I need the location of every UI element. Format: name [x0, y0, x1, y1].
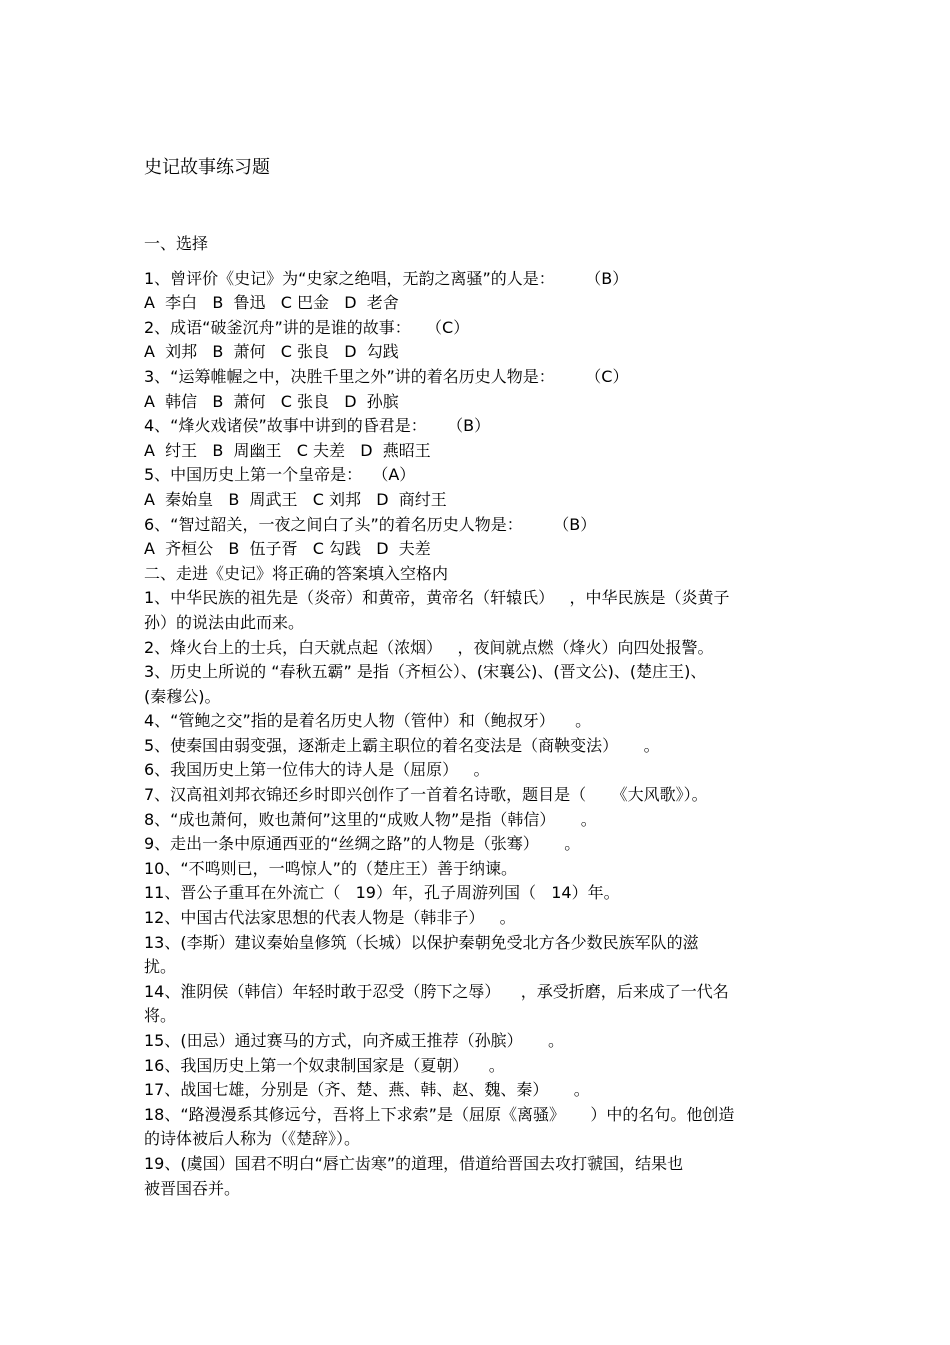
page-title: 史记故事练习题 [144, 157, 270, 178]
text-line: 4、“管鲍之交”指的是着名历史人物（管仲）和（鲍叔牙） 。 [144, 711, 592, 731]
text-line: 8、“成也萧何，败也萧何”这里的“成败人物”是指（韩信） 。 [144, 809, 597, 829]
text-line: 14、淮阴侯（韩信）年轻时敢于忍受（胯下之辱） ，承受折磨，后来成了一代名 [144, 981, 729, 1001]
text-line: 11、晋公子重耳在外流亡（ 19）年，孔子周游列国（ 14）年。 [144, 883, 620, 903]
section-2-heading: 二、走进《史记》将正确的答案填入空格内 [144, 563, 449, 583]
text-line: 5、中国历史上第一个皇帝是： （A） [144, 465, 416, 485]
text-line: 18、“路漫漫系其修远兮，吾将上下求索”是（屈原《离骚》 ）中的名句。他创造 [144, 1104, 735, 1124]
text-line: 1、中华民族的祖先是（炎帝）和黄帝，黄帝名（轩辕氏） ，中华民族是（炎黄子 [144, 588, 730, 608]
text-line: 19、(虞国）国君不明白“唇亡齿寒”的道理，借道给晋国去攻打虢国，结果也 [144, 1153, 684, 1173]
text-line: 9、走出一条中原通西亚的“丝绸之路”的人物是（张骞） 。 [144, 834, 581, 854]
text-line: 2、成语“破釜沉舟”讲的是谁的故事： （C） [144, 317, 470, 337]
text-line: 17、战国七雄，分别是（齐、楚、燕、韩、赵、魏、秦） 。 [144, 1080, 590, 1100]
text-line: 16、我国历史上第一个奴隶制国家是（夏朝） 。 [144, 1055, 505, 1075]
text-line: 1、曾评价《史记》为“史家之绝唱，无韵之离骚”的人是： （B） [144, 268, 629, 288]
text-line: 4、“烽火戏诸侯”故事中讲到的昏君是： （B） [144, 416, 491, 436]
text-line: 孙）的说法由此而来。 [144, 612, 305, 632]
text-line: 15、(田忌）通过赛马的方式，向齐威王推荐（孙膑） 。 [144, 1031, 565, 1050]
text-line: 被晋国吞并。 [144, 1178, 241, 1198]
section-1-lines [144, 267, 814, 562]
text-line: 12、中国古代法家思想的代表人物是（韩非子） 。 [144, 908, 516, 928]
section-1-heading: 一、选择 [144, 234, 209, 253]
text-line: 13、(李斯）建议秦始皇修筑（长城）以保护秦朝免受北方各少数民族军队的滋 [144, 932, 699, 952]
text-line: 7、汉高祖刘邦衣锦还乡时即兴创作了一首着名诗歌，题目是（ 《大风歌》）。 [144, 785, 708, 805]
text-line: 6、我国历史上第一位伟大的诗人是（屈原） 。 [144, 760, 490, 780]
text-line: 的诗体被后人称为（《楚辞》）。 [144, 1129, 361, 1149]
text-line: A 齐桓公 B 伍子胥 C 勾践 D 夫差 [144, 539, 431, 559]
text-line: (秦穆公)。 [144, 686, 221, 706]
section-2-lines [144, 586, 814, 1201]
text-line: A 韩信 B 萧何 C 张良 D 孙膑 [144, 391, 399, 411]
text-line: A 李白 B 鲁迅 C 巴金 D 老舍 [144, 293, 399, 313]
text-line: 5、使秦国由弱变强，逐渐走上霸主职位的着名变法是（商鞅变法） 。 [144, 735, 660, 755]
text-line: 2、烽火台上的士兵，白天就点起（浓烟） ，夜间就点燃（烽火）向四处报警。 [144, 637, 714, 657]
text-line: 6、“智过韶关，一夜之间白了头”的着名历史人物是： （B） [144, 514, 597, 534]
text-line: 10、“不鸣则已，一鸣惊人”的（楚庄王）善于纳谏。 [144, 858, 517, 878]
text-line: 将。 [144, 1006, 177, 1026]
text-line: A 纣王 B 周幽王 C 夫差 D 燕昭王 [144, 440, 431, 460]
text-line: A 刘邦 B 萧何 C 张良 D 勾践 [144, 342, 399, 362]
text-line: 3、历史上所说的 “春秋五霸” 是指（齐桓公）、(宋襄公)、(晋文公)、(楚庄王)、 [144, 662, 707, 682]
text-line: 3、“运筹帷幄之中，决胜千里之外”讲的着名历史人物是： （C） [144, 366, 629, 386]
document-content [144, 156, 814, 1201]
text-line: A 秦始皇 B 周武王 C 刘邦 D 商纣王 [144, 489, 447, 509]
text-line: 扰。 [144, 957, 177, 977]
